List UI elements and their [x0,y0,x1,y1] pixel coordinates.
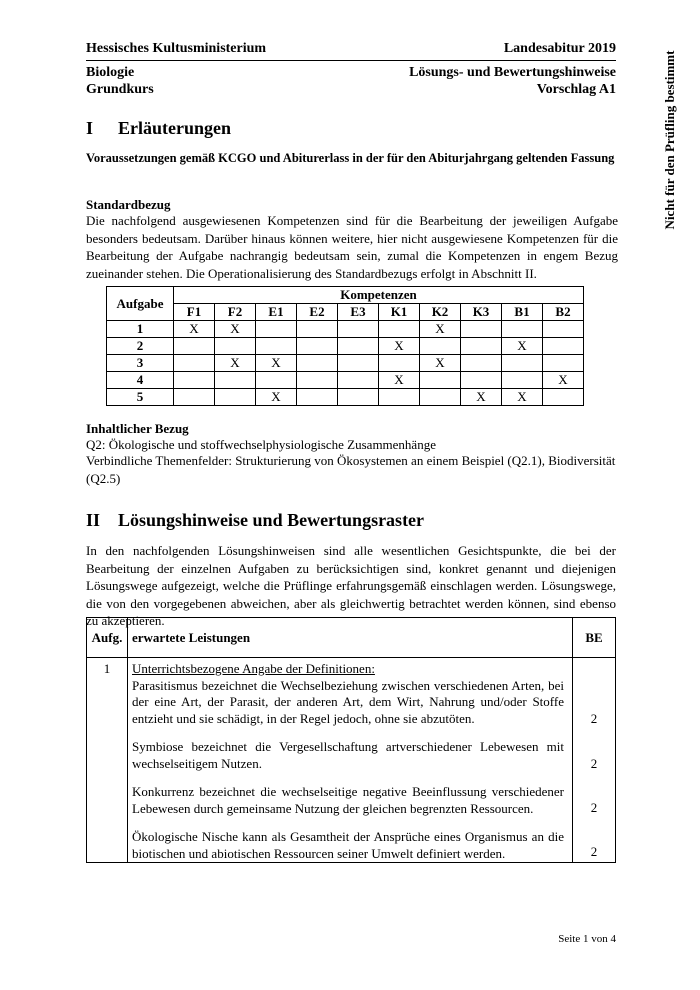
task-number-cell: 4 [107,372,174,389]
section2-intro: In den nachfolgenden Lösungshinweisen sind alle wesentlichen Gesichtspunkte, die bei der Bearbeitung der einzelnen Aufgaben zu berücksichtigen sind, konkret genannt und diejenigen Lösungswege aufgezeigt, welche die Prüflinge erfahrungsgemäß einschlagen werden. Lösungswege, die von den vorgegebenen abweichen, aber als gleichwertig betrachtet werden können, sind ebenso zu akzeptieren. [86,543,616,628]
points-competition: 2 [590,800,598,815]
competency-cell [215,389,256,406]
competency-cell [461,338,502,355]
header-exam: Landesabitur 2019 [503,41,616,56]
competencies-group-header: Kompetenzen [174,287,584,304]
page-number: Seite 1 von 4 [558,933,616,945]
competency-cell [174,389,215,406]
competency-cell [502,372,543,389]
competency-cell [297,355,338,372]
competency-row [107,372,584,389]
competency-cell [174,355,215,372]
competency-column-header: E2 [297,304,338,321]
definition-parasitism: Parasitismus bezeichnet die Wechselbeziehung zwischen verschiedenen Arten, bei der eine Art, der Parasit, der anderen Art, dem Wirt, Nahrung und/oder Stoffe entzieht und sie schädigt, in der Regel jedoch, ohne sie abzutöten. [132,677,564,726]
competency-column-header: B2 [543,304,584,321]
task-number-cell: 3 [107,355,174,372]
definition-competition: Konkurrenz bezeichnet die wechselseitige negative Beeinflussung verschiedener Lebewesen durch gemeinsame Nutzung der gleichen begrenzten Ressourcen. [132,784,564,816]
competency-column-header: F1 [174,304,215,321]
competency-cell: X [502,389,543,406]
competency-cell: X [461,389,502,406]
competency-cell: X [543,372,584,389]
competency-cell [379,355,420,372]
competency-cell: X [420,321,461,338]
competency-cell: X [215,321,256,338]
competency-cell [420,338,461,355]
task-number-cell: 2 [107,338,174,355]
definitions-subheading: Unterrichtsbezogene Angabe der Definitionen: [132,661,375,676]
competency-column-header: K3 [461,304,502,321]
section1-title: I Erläuterungen [86,118,232,138]
competency-cell [256,372,297,389]
competency-column-header: B1 [502,304,543,321]
standard-heading: Standardbezug [86,197,171,212]
competency-cell [256,338,297,355]
competency-cell [543,338,584,355]
competency-cell [502,355,543,372]
competency-cell [420,389,461,406]
competency-cell [297,321,338,338]
competency-cell [338,355,379,372]
competency-cell [543,389,584,406]
competency-cell: X [502,338,543,355]
competency-cell [543,355,584,372]
standard-text: Die nachfolgend ausgewiesenen Kompetenzen sind für die Bearbeitung der jeweiligen Aufgabe besonders bedeutsam. Darüber hinaus können weitere, hier nicht ausgewiesene Kompetenzen für die Bearbeitung der Aufgabe nachrangig bedeutsam sein, zumal die Kompetenzen in engem Bezug zueinander stehen. Die Operationalisierung des Standardbezugs erfolgt in Abschnitt II. [86,213,618,281]
competency-cell [174,372,215,389]
competency-cell [461,372,502,389]
definition-symbiosis: Symbiose bezeichnet die Vergesellschaftung artverschiedener Lebewesen mit wechselseitigem Nutzen. [132,739,564,771]
competency-cell [338,321,379,338]
competency-cell: X [256,389,297,406]
competency-cell [215,372,256,389]
competency-cell [297,389,338,406]
competency-cell: X [379,372,420,389]
competency-row [107,389,584,406]
competency-cell: X [256,355,297,372]
competency-cell: X [379,338,420,355]
header-course: Grundkurs [86,82,154,97]
content-line2: Verbindliche Themenfelder: Strukturierung von Ökosystemen an einem Beispiel (Q2.1), Biodiversität (Q2.5) [86,453,616,486]
competency-column-header: E3 [338,304,379,321]
definition-niche: Ökologische Nische kann als Gesamtheit der Ansprüche eines Organismus an die biotischen und abiotischen Ressourcen seiner Umwelt definiert werden. [132,829,564,861]
header-doc-type: Lösungs- und Bewertungshinweise [409,65,616,80]
competency-cell [379,389,420,406]
competency-cell [543,321,584,338]
points-symbiosis: 2 [590,756,598,771]
header-rule [86,60,616,61]
task-number-cell: 1 [107,321,174,338]
competency-cell [174,338,215,355]
header-ministry: Hessisches Kultusministerium [86,41,267,56]
header-subject: Biologie [86,65,135,80]
col-task-header: Aufg. [87,618,128,658]
points-parasitism: 2 [590,711,598,726]
prerequisites: Voraussetzungen gemäß KCGO und Abiturerlass in der für den Abiturjahrgang geltenden Fassung [86,151,615,165]
task-column-header: Aufgabe [107,287,174,321]
content-line1: Q2: Ökologische und stoffwechselphysiologische Zusammenhänge [86,437,436,452]
points-column [573,658,616,863]
competency-column-header: F2 [215,304,256,321]
col-points-header: BE [573,618,616,658]
competency-row [107,355,584,372]
content-heading: Inhaltlicher Bezug [86,421,189,436]
competency-cell [379,321,420,338]
competency-cell [215,338,256,355]
col-expected-header: erwartete Leistungen [128,618,573,658]
assessment-table [86,617,616,863]
competency-cell [297,338,338,355]
competency-cell [297,372,338,389]
competency-cell: X [420,355,461,372]
expected-answers [128,658,573,863]
task-number-cell: 5 [107,389,174,406]
competency-row [107,321,584,338]
competency-cell [461,355,502,372]
side-note: Nicht für den Prüfling bestimmt [662,50,677,230]
competency-table [106,286,584,406]
task-number: 1 [87,658,128,863]
competency-cell [461,321,502,338]
competency-cell [338,372,379,389]
competency-column-header: K2 [420,304,461,321]
competency-cell: X [215,355,256,372]
competency-cell [420,372,461,389]
competency-cell [502,321,543,338]
header-proposal: Vorschlag A1 [536,82,616,97]
points-niche: 2 [590,844,598,859]
section2-title: II Lösungshinweise und Bewertungsraster [86,510,425,530]
competency-row [107,338,584,355]
competency-column-header: E1 [256,304,297,321]
competency-column-header: K1 [379,304,420,321]
competency-cell [256,321,297,338]
competency-cell [338,389,379,406]
competency-cell: X [174,321,215,338]
competency-cell [338,338,379,355]
